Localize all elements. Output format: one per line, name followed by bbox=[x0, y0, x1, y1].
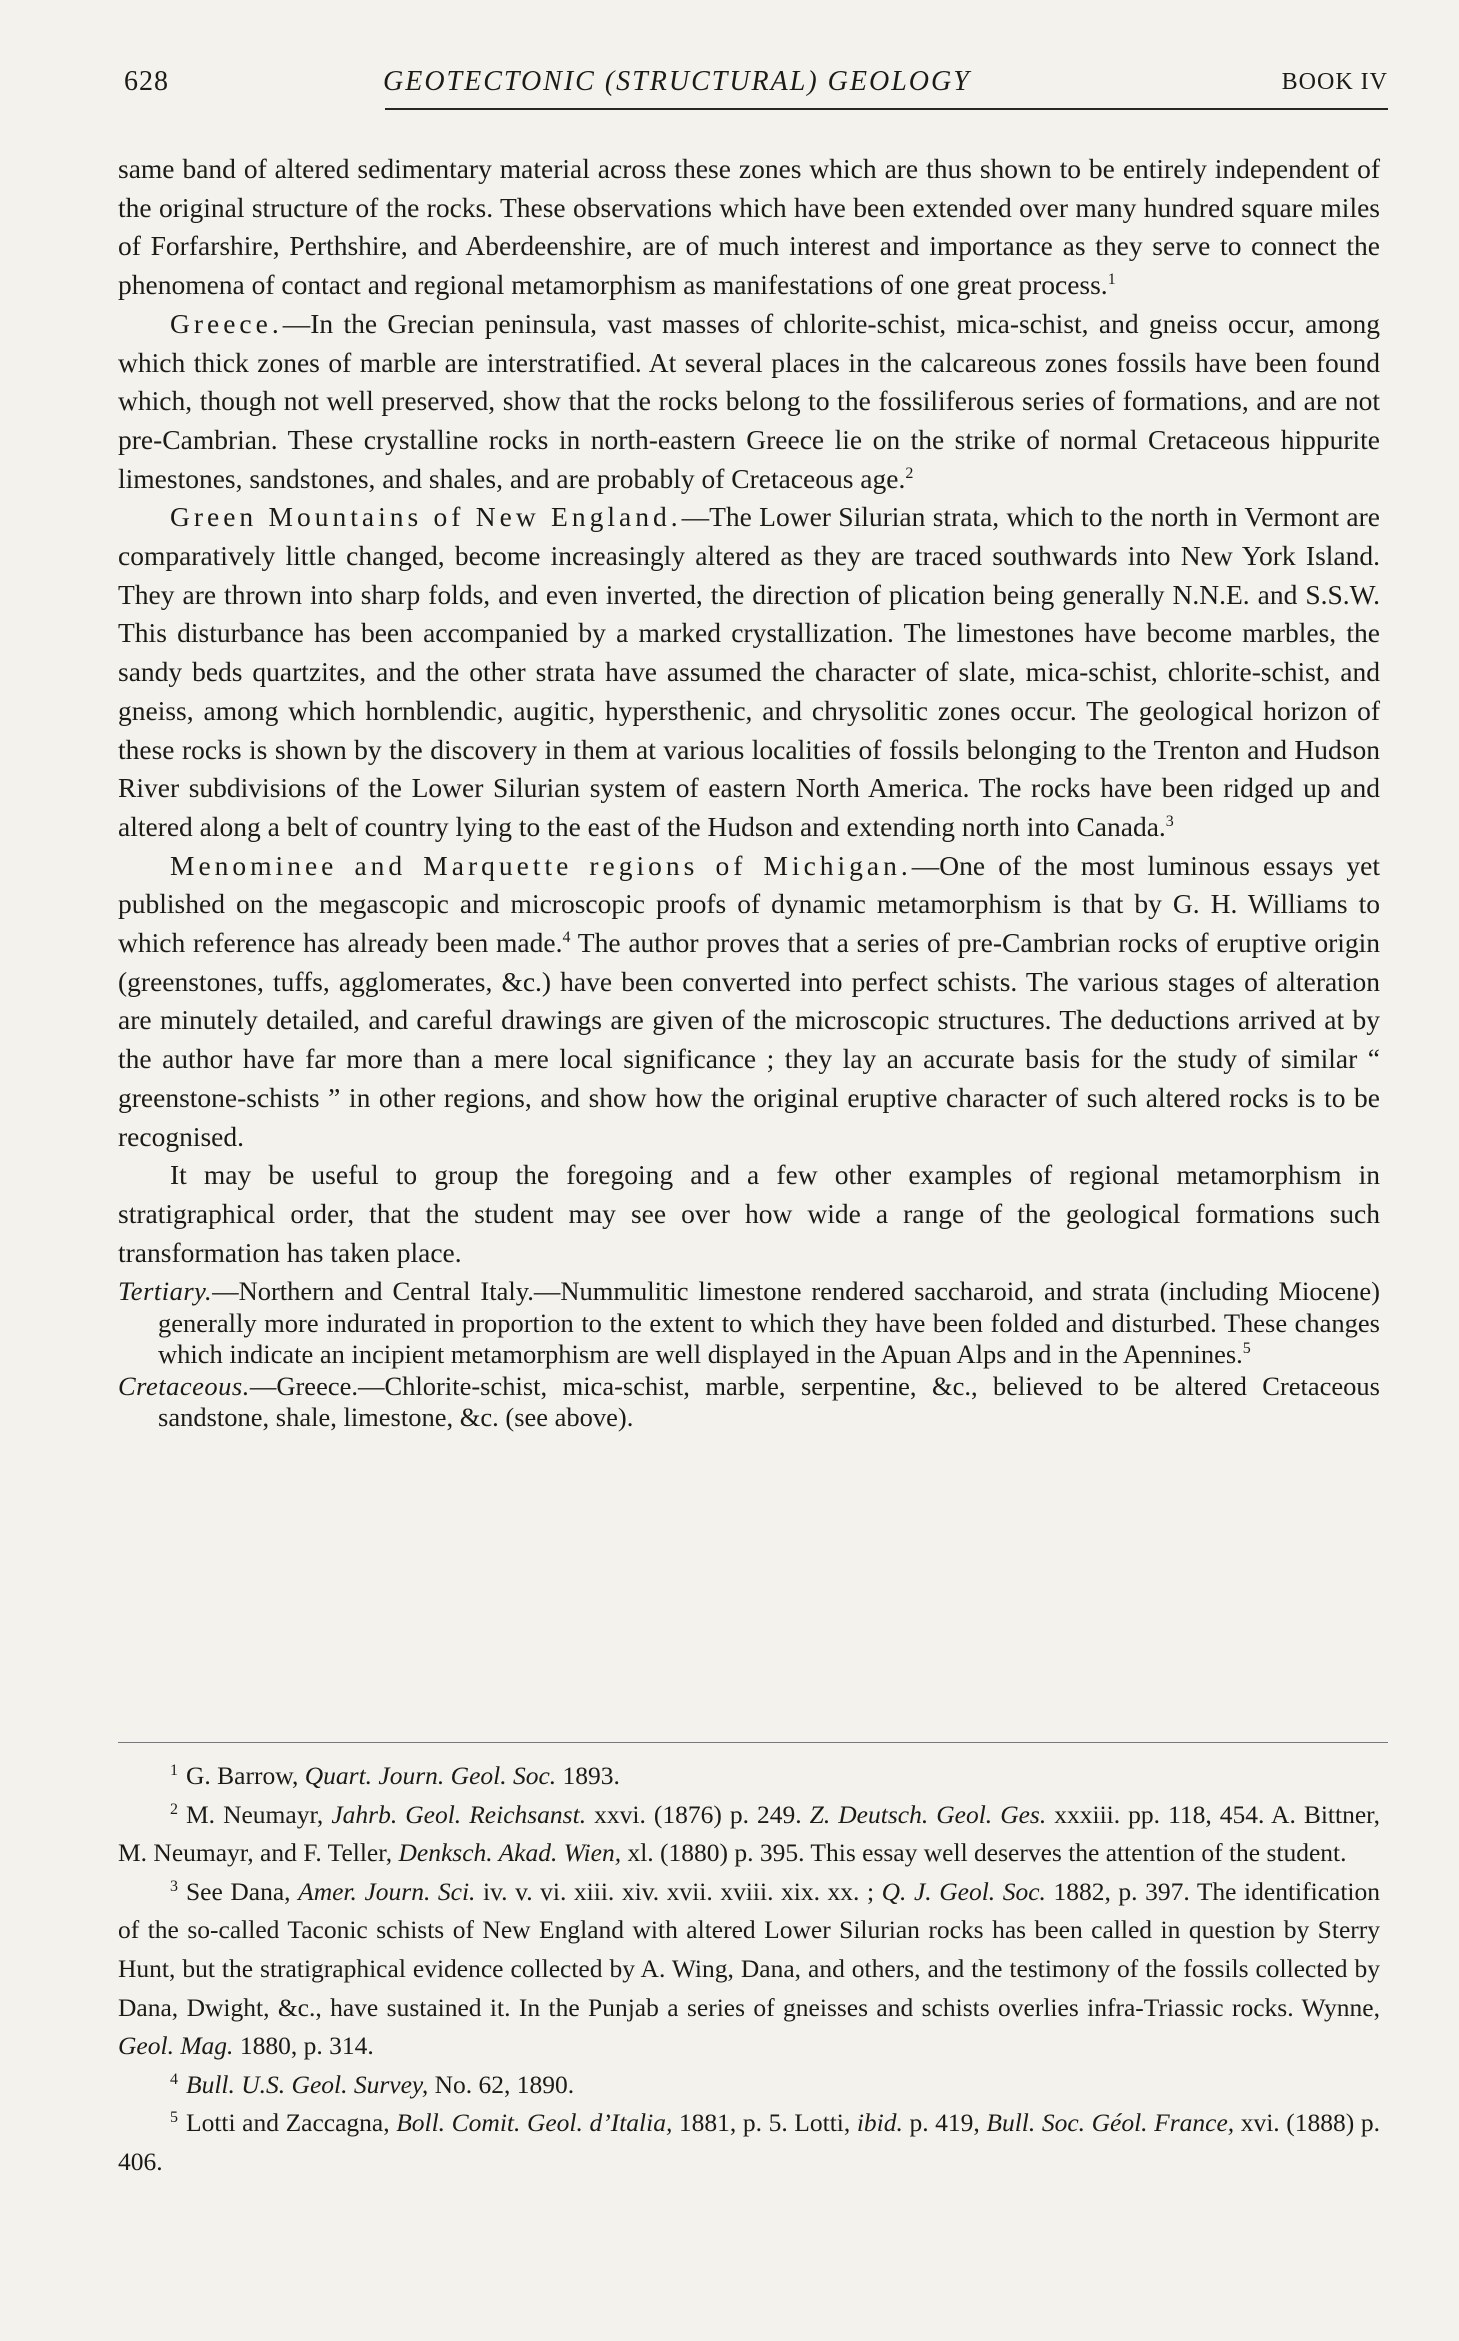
paragraph-continuation: same band of altered sedimentary material across these zones which are thus shown to be entirely independent of the original structure of the rocks. These observations which have been extended over many hundred square miles of Forfarshire, Perthshire, and Aberdeenshire, are of much interest and importance as they serve to connect the phenomena of contact and regional metamorphism as manifestations of one great process.$^1$ bbox=[118, 153, 1380, 301]
paragraph-greece: Greece.—In the Grecian peninsula, vast masses of chlorite-schist, mica-schist, and gneiss occur, among which thick zones of marble are interstratified. At several places in the calcareous zones fossils have been found which, though not well preserved, show that the rocks belong to the fossiliferous series of formations, and are not pre-Cambrian. These crystalline rocks in north-eastern Greece lie on the strike of normal Cretaceous hippurite limestones, sandstones, and shales, and are probably of Cretaceous age.$^2$ bbox=[118, 307, 1380, 494]
footnote-1: $^1$ G. Barrow, Quart. Journ. Geol. Soc. 1893. bbox=[170, 1761, 620, 1790]
section-head-green-mountains: Green Mountains of New England. bbox=[170, 501, 682, 533]
label-tertiary: Tertiary. bbox=[118, 1276, 213, 1307]
section-head-michigan: Menominee and Marquette regions of Michigan. bbox=[170, 849, 912, 881]
footnote-ref[interactable]: 5 bbox=[1242, 1340, 1251, 1358]
list-item-cretaceous: Cretaceous.—Greece.—Chlorite-schist, mica-schist, marble, serpentine, &c., believed to be altered Cretaceous sandstone, shale, limestone, &c. (see above). bbox=[118, 1370, 1380, 1433]
list-item-tertiary: Tertiary.—Northern and Central Italy.—Nummulitic limestone rendered saccharoid, and strata (including Miocene) generally more indurated in proportion to the extent to which they have been folded and disturbed. These changes which indicate an incipient metamorphism are well displayed in the Apuan Alps and in the Apennines.$^5$ bbox=[118, 1276, 1380, 1370]
footnote-3: $^3$ See Dana, Amer. Journ. Sci. iv. v. vi. xiii. xiv. xvii. xviii. xix. xx. ; Q. J. Geol. Soc. 1882, p. 397. The identification of the so-called Taconic schists of New England with altered Lower Silurian rocks has been called in question by Sterry Hunt, but the stratigraphical evidence collected by A. Wing, Dana, and others, and the testimony of the fossils collected by Dana, Dwight, &c., have sustained it. In the Punjab a series of gneisses and schists overlies infra-Triassic rocks. Wynne, Geol. Mag. 1880, p. 314. bbox=[118, 1876, 1381, 2061]
footnote-rule bbox=[118, 1742, 1388, 1743]
footnote-5: $^5$ Lotti and Zaccagna, Boll. Comit. Geol. d’Italia, 1881, p. 5. Lotti, ibid. p. 419, Bull. Soc. Géol. France, xvi. (1888) p. 406. bbox=[118, 2108, 1380, 2176]
footnotes bbox=[118, 1757, 1380, 2182]
formation-list bbox=[118, 1276, 1380, 1434]
paragraph-michigan: Menominee and Marquette regions of Michigan.—One of the most luminous essays yet published on the megascopic and microscopic proofs of dynamic metamorphism is that by G. H. Williams to which reference has already been made.$^4$ The author proves that a series of pre-Cambrian rocks of eruptive origin (greenstones, tuffs, agglomerates, &c.) have been converted into perfect schists. The various stages of alteration are minutely detailed, and careful drawings are given of the microscopic structures. The deductions arrived at by the author have far more than a mere local significance ; they lay an accurate basis for the study of similar “ greenstone-schists ” in other regions, and show how the original eruptive character of such altered rocks is to be recognised. bbox=[118, 849, 1381, 1152]
paragraph-grouping: It may be useful to group the foregoing and a few other examples of regional metamorphism in stratigraphical order, that the student may see over how wide a range of the geological formations such transformation has taken place. bbox=[118, 1159, 1380, 1268]
footnote-ref[interactable]: 4 bbox=[562, 929, 571, 947]
main-text bbox=[118, 150, 1380, 1434]
label-cretaceous: Cretaceous. bbox=[118, 1370, 250, 1401]
running-title: GEOTECTONIC (STRUCTURAL) GEOLOGY bbox=[383, 66, 971, 97]
footnote-2: $^2$ M. Neumayr, Jahrb. Geol. Reichsanst. xxvi. (1876) p. 249. Z. Deutsch. Geol. Ges. xxxiii. pp. 118, 454. A. Bittner, M. Neumayr, and F. Teller, Denksch. Akad. Wien, xl. (1880) p. 395. This essay well deserves the attention of the student. bbox=[118, 1799, 1381, 1868]
footnote-ref[interactable]: 2 bbox=[905, 464, 914, 482]
page-number: 628 bbox=[124, 66, 169, 97]
paragraph-green-mountains: Green Mountains of New England.—The Lower Silurian strata, which to the north in Vermont are comparatively little changed, become increasingly altered as they are traced southwards into New York Island. They are thrown into sharp folds, and even inverted, the direction of plication being generally N.N.E. and S.S.W. This disturbance has been accompanied by a marked crystallization. The limestones have become marbles, the sandy beds quartzites, and the other strata have assumed the character of slate, mica-schist, chlorite-schist, and gneiss, among which hornblendic, augitic, hypersthenic, and chrysolitic zones occur. The geological horizon of these rocks is shown by the discovery in them at various localities of fossils belonging to the Trenton and Hudson River subdivisions of the Lower Silurian system of eastern North America. The rocks have been ridged up and altered along a belt of country lying to the east of the Hudson and extending north into Canada.$^3$ bbox=[118, 501, 1381, 842]
footnote-ref[interactable]: 1 bbox=[1107, 271, 1116, 289]
footnote-ref[interactable]: 3 bbox=[1165, 812, 1174, 830]
footnote-4: $^4$ Bull. U.S. Geol. Survey, No. 62, 1890. bbox=[170, 2069, 575, 2099]
section-head-greece: Greece. bbox=[170, 307, 283, 339]
book-label: BOOK IV bbox=[1281, 69, 1388, 95]
running-header bbox=[118, 58, 1388, 106]
header-rule bbox=[385, 108, 1388, 110]
